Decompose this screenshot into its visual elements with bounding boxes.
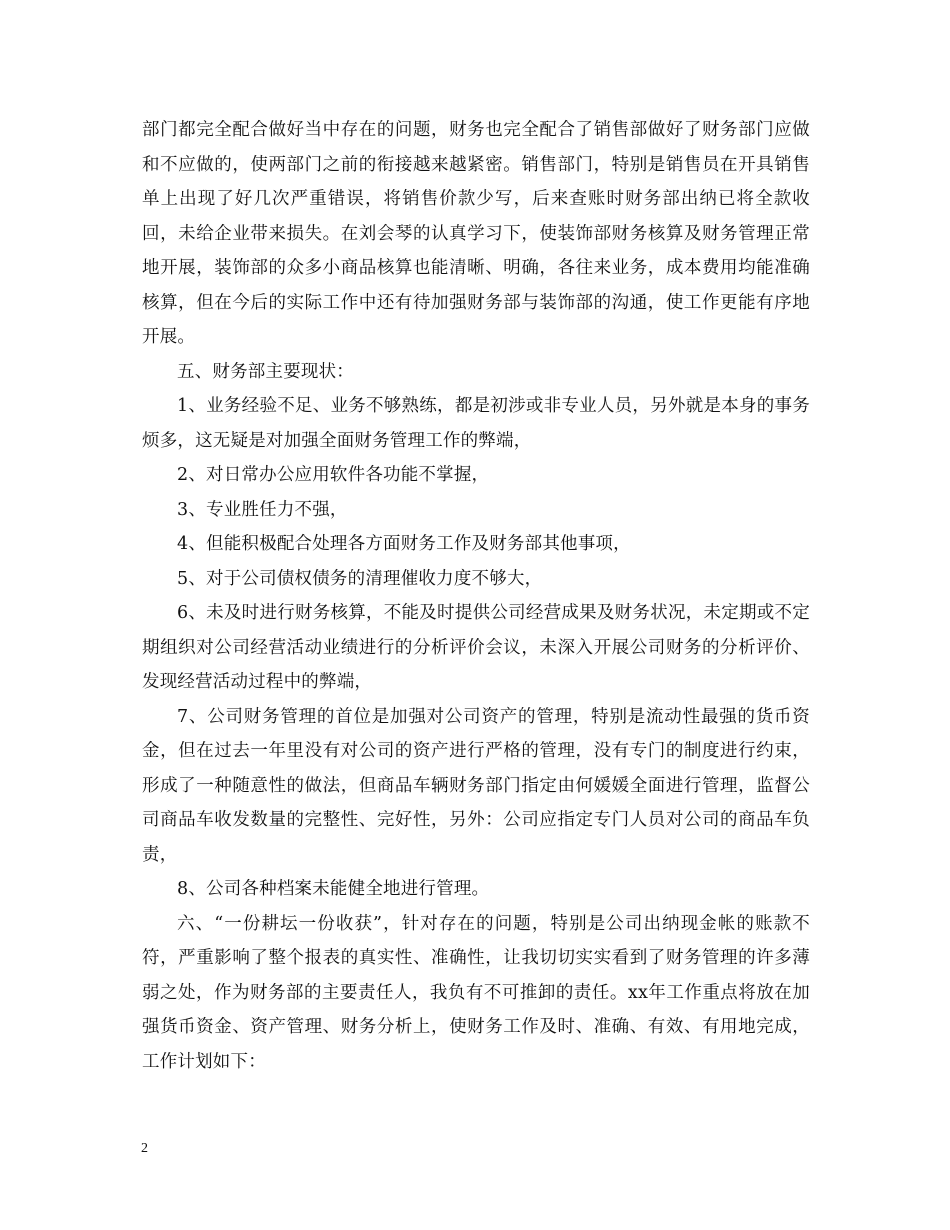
page-number: 2 <box>141 1141 148 1156</box>
section-6-paragraph: 六、“一份耕坛一份收获”，针对存在的问题，特别是公司出纳现金帐的账款不符，严重影响了整个报表的真实性、准确性，让我切切实实看到了财务管理的许多薄弱之处，作为财务部的主要责任人，我负有不可推卸的责任。xx年工作重点将放在加强货币资金、资产管理、财务分析上，使财务工作及时、准确、有效、有用地完成，工作计划如下： <box>142 913 810 1072</box>
list-item-1: 1、业务经验不足、业务不够熟练，都是初涉或非专业人员，另外就是本身的事务烦多，这无疑是对加强全面财务管理工作的弊端， <box>142 396 810 451</box>
list-item-8: 8、公司各种档案未能健全地进行管理。 <box>177 879 490 899</box>
list-item-7: 7、公司财务管理的首位是加强对公司资产的管理，特别是流动性最强的货币资金，但在过去一年里没有对公司的资产进行严格的管理，没有专门的制度进行约束，形成了一种随意性的做法，但商品车辆财务部门指定由何媛媛全面进行管理，监督公司商品车收发数量的完整性、完好性，另外：公司应指定专门人员对公司的商品车负责， <box>142 706 810 865</box>
list-item-4: 4、但能积极配合处理各方面财务工作及财务部其他事项， <box>177 534 631 554</box>
list-item-5: 5、对于公司债权债务的清理催收力度不够大， <box>177 568 543 589</box>
section-5-heading: 五、财务部主要现状： <box>177 361 354 382</box>
paragraph-continuation: 部门都完全配合做好当中存在的问题，财务也完全配合了销售部做好了财务部门应做和不应做的，使两部门之前的衔接越来越紧密。销售部门，特别是销售员在开具销售单上出现了好几次严重错误，将销售价款少写，后来查账时财务部出纳已将全款收回，未给企业带来损失。在刘会琴的认真学习下，使装饰部财务核算及财务管理正常地开展，装饰部的众多小商品核算也能清晰、明确，各往来业务，成本费用均能准确核算，但在今后的实际工作中还有待加强财务部与装饰部的沟通，使工作更能有序地开展。 <box>142 120 810 347</box>
list-item-2: 2、对日常办公应用软件各功能不掌握， <box>177 465 490 485</box>
list-item-6: 6、未及时进行财务核算，不能及时提供公司经营成果及财务状况，未定期或不定期组织对公司经营活动业绩进行的分析评价会议，未深入开展公司财务的分析评价、发现经营活动过程中的弊端， <box>142 603 810 692</box>
list-item-3: 3、专业胜任力不强， <box>177 499 348 520</box>
document-body <box>142 113 810 1079</box>
